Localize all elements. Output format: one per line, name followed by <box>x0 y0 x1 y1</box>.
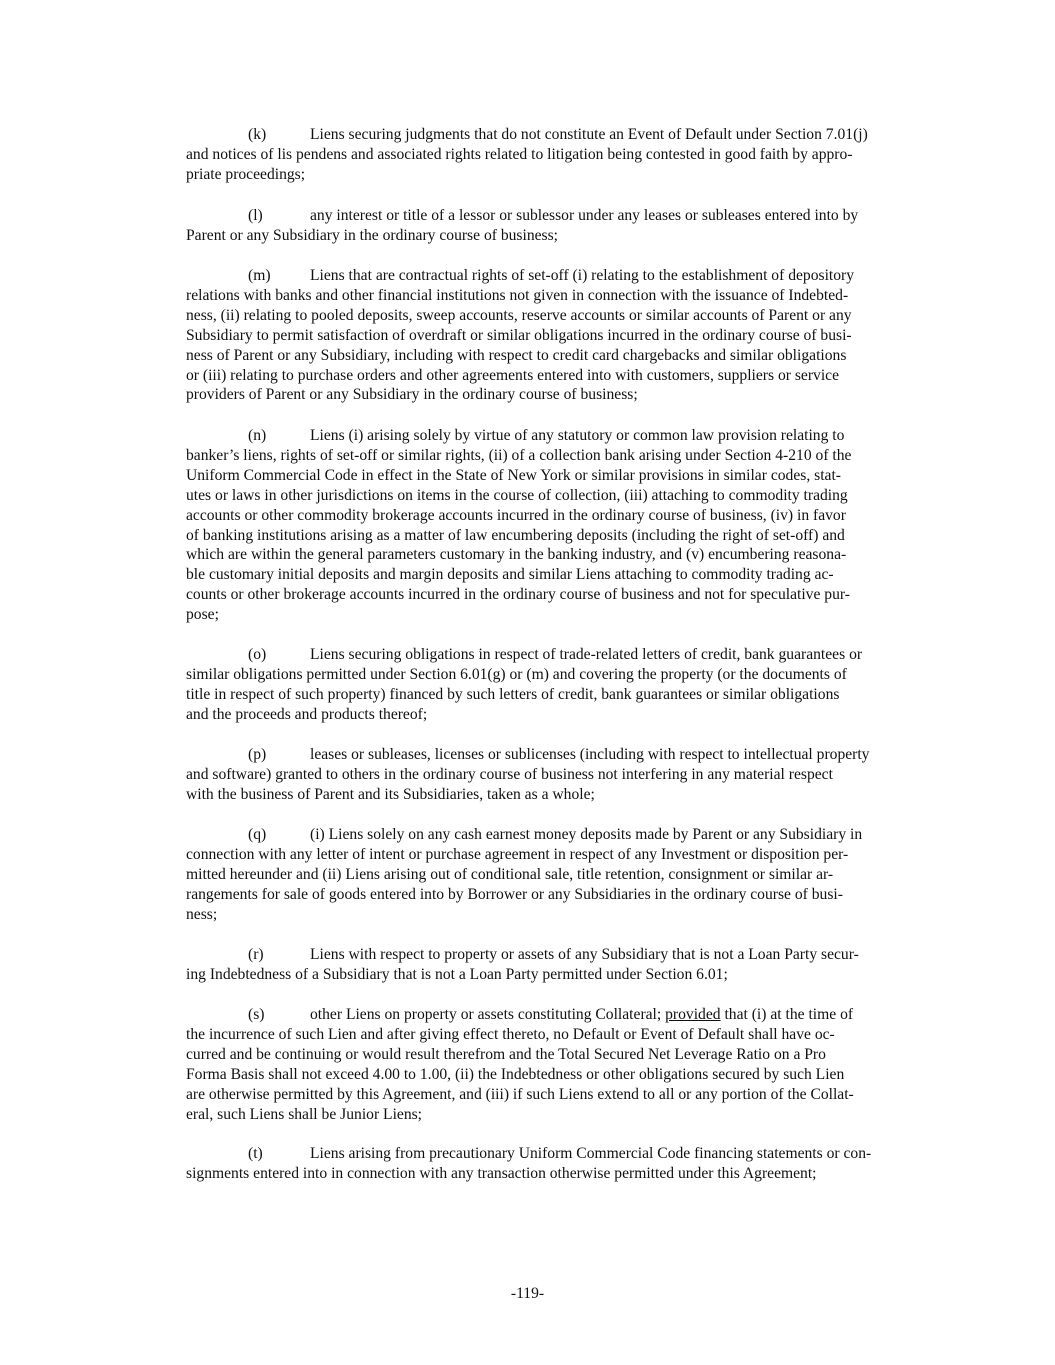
paragraph-text: Liens securing judgments that do not constitute an Event of Default under Section 7.01(j) <box>310 126 868 143</box>
paragraph-line: connection with any letter of intent or purchase agreement in respect of any Investment or disposition per- <box>186 845 849 863</box>
paragraph-first-line <box>186 1005 934 1025</box>
page-number: -119- <box>510 1285 545 1302</box>
paragraph-t <box>186 1144 934 1184</box>
paragraph-p <box>186 745 934 805</box>
paragraph-label: (p) <box>248 746 267 763</box>
paragraph-text: other Liens on property or assets constituting Collateral; <box>310 1006 666 1023</box>
paragraph-label: (o) <box>248 646 267 663</box>
paragraph-label: (k) <box>248 126 267 143</box>
paragraph-first-line <box>186 945 934 965</box>
paragraph-line: ness of Parent or any Subsidiary, including with respect to credit card chargebacks and similar obligations <box>186 346 847 364</box>
paragraph-line: relations with banks and other financial institutions not given in connection with the issuance of Indebted- <box>186 286 849 304</box>
paragraph-line: rangements for sale of goods entered into by Borrower or any Subsidiaries in the ordinary course of busi- <box>186 885 843 903</box>
paragraph-first-line <box>186 206 934 226</box>
paragraph-line: similar obligations permitted under Section 6.01(g) or (m) and covering the property (or the documents of <box>186 665 847 683</box>
paragraph-q <box>186 825 934 925</box>
paragraph-o <box>186 645 934 725</box>
paragraph-line: priate proceedings; <box>186 165 306 183</box>
paragraph-line: with the business of Parent and its Subsidiaries, taken as a whole; <box>186 785 595 803</box>
paragraph-line: utes or laws in other jurisdictions on items in the course of collection, (iii) attaching to commodity trading <box>186 486 848 504</box>
paragraph-l <box>186 206 934 246</box>
paragraph-label: (m) <box>248 267 271 284</box>
paragraph-line: and software) granted to others in the ordinary course of business not interfering in any material respect <box>186 765 833 783</box>
paragraph-line: Parent or any Subsidiary in the ordinary course of business; <box>186 226 559 244</box>
paragraph-line: and the proceeds and products thereof; <box>186 705 428 723</box>
paragraph-first-line <box>186 1144 934 1164</box>
paragraph-first-line <box>186 825 934 845</box>
paragraph-line: eral, such Liens shall be Junior Liens; <box>186 1105 423 1123</box>
paragraph-line: Forma Basis shall not exceed 4.00 to 1.00, (ii) the Indebtedness or other obligations secured by such Lien <box>186 1065 845 1083</box>
paragraph-line: Subsidiary to permit satisfaction of overdraft or similar obligations incurred in the ordinary course of busi- <box>186 326 852 344</box>
paragraph-text: Liens with respect to property or assets of any Subsidiary that is not a Loan Party secur- <box>310 946 859 963</box>
paragraph-text: Liens arising from precautionary Uniform Commercial Code financing statements or con- <box>310 1145 872 1162</box>
paragraph-line: ness, (ii) relating to pooled deposits, sweep accounts, reserve accounts or similar accounts of Parent or any <box>186 306 852 324</box>
paragraph-line: accounts or other commodity brokerage accounts incurred in the ordinary course of business, (iv) in favor <box>186 506 846 524</box>
paragraph-first-line <box>186 745 934 765</box>
paragraph-label: (l) <box>248 207 263 224</box>
paragraph-text: Liens (i) arising solely by virtue of any statutory or common law provision relating to <box>310 427 845 444</box>
paragraph-text: any interest or title of a lessor or sublessor under any leases or subleases entered into by <box>310 207 859 224</box>
paragraph-first-line <box>186 266 934 286</box>
paragraph-label: (q) <box>248 826 267 843</box>
paragraph-first-line <box>186 426 934 446</box>
paragraph-line: ing Indebtedness of a Subsidiary that is not a Loan Party permitted under Section 6.01; <box>186 965 728 983</box>
paragraph-first-line <box>186 125 934 145</box>
paragraph-n <box>186 426 934 625</box>
paragraph-line: which are within the general parameters customary in the banking industry, and (v) encumbering reasona- <box>186 546 847 564</box>
paragraph-line: Uniform Commercial Code in effect in the State of New York or similar provisions in similar codes, stat- <box>186 466 841 484</box>
paragraph-line: curred and be continuing or would result therefrom and the Total Secured Net Leverage Ratio on a Pro <box>186 1045 826 1063</box>
paragraph-line: mitted hereunder and (ii) Liens arising out of conditional sale, title retention, consignment or similar ar- <box>186 865 834 883</box>
paragraph-line: and notices of lis pendens and associated rights related to litigation being contested in good faith by appro- <box>186 145 853 163</box>
paragraph-line: signments entered into in connection with any transaction otherwise permitted under this Agreement; <box>186 1164 817 1182</box>
paragraph-line: pose; <box>186 606 219 624</box>
paragraph-text: Liens that are contractual rights of set-off (i) relating to the establishment of depository <box>310 267 855 284</box>
paragraph-text: (i) Liens solely on any cash earnest money deposits made by Parent or any Subsidiary in <box>310 826 863 843</box>
paragraph-line: of banking institutions arising as a matter of law encumbering deposits (including the right of set-off) and <box>186 526 845 544</box>
paragraph-line: ble customary initial deposits and margin deposits and similar Liens attaching to commodity trading ac- <box>186 566 834 584</box>
paragraph-line: counts or other brokerage accounts incurred in the ordinary course of business and not for speculative pur- <box>186 586 850 604</box>
paragraph-label: (r) <box>248 946 264 963</box>
paragraph-r <box>186 945 934 985</box>
paragraph-line: are otherwise permitted by this Agreement, and (iii) if such Liens extend to all or any portion of the Collat- <box>186 1085 854 1103</box>
paragraph-first-line <box>186 645 934 665</box>
paragraph-text: leases or subleases, licenses or sublicenses (including with respect to intellectual property <box>310 746 870 763</box>
paragraph-m <box>186 266 934 405</box>
paragraph-label: (s) <box>248 1006 265 1023</box>
provided-term: provided <box>665 1006 721 1023</box>
paragraph-line: banker’s liens, rights of set-off or similar rights, (ii) of a collection bank arising under Section 4-210 of the <box>186 446 852 464</box>
paragraph-text: Liens securing obligations in respect of trade-related letters of credit, bank guarantees or <box>310 646 863 663</box>
paragraph-line: providers of Parent or any Subsidiary in the ordinary course of business; <box>186 386 638 404</box>
paragraph-line: the incurrence of such Lien and after giving effect thereto, no Default or Event of Default shall have oc- <box>186 1025 835 1043</box>
paragraph-line: title in respect of such property) financed by such letters of credit, bank guarantees or similar obligations <box>186 685 840 703</box>
paragraph-line: or (iii) relating to purchase orders and other agreements entered into with customers, suppliers or service <box>186 366 839 384</box>
paragraph-k <box>186 125 934 185</box>
paragraph-s <box>186 1005 934 1124</box>
paragraph-text: that (i) at the time of <box>720 1006 854 1023</box>
paragraph-label: (n) <box>248 427 267 444</box>
paragraph-line: ness; <box>186 905 218 923</box>
paragraph-label: (t) <box>248 1145 263 1162</box>
